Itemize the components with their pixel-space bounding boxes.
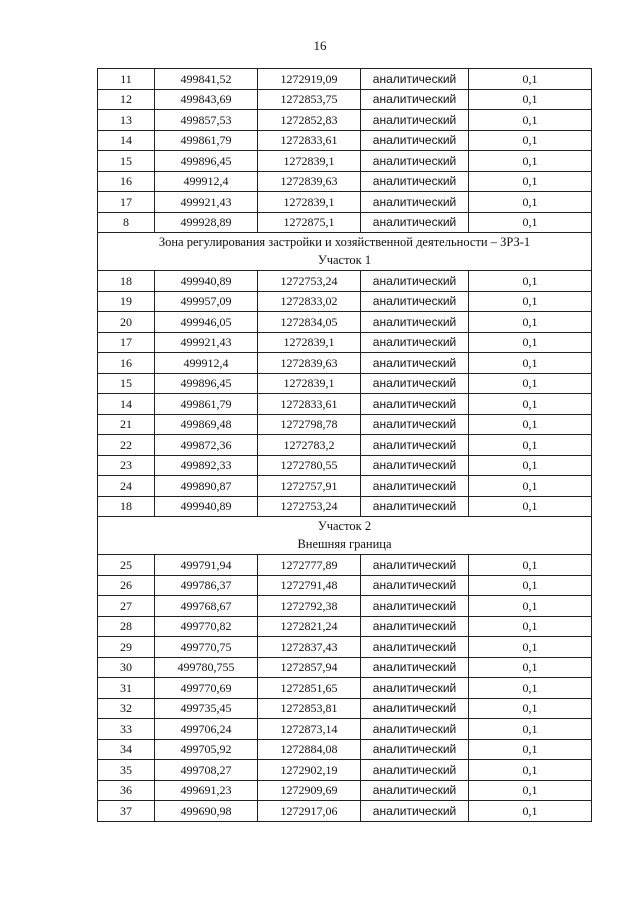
point-number-cell: 21 (98, 414, 155, 435)
accuracy-cell: 0,1 (469, 312, 592, 333)
y-coordinate-cell: 1272851,65 (258, 678, 361, 699)
table-row (98, 801, 592, 822)
x-coordinate-cell: 499841,52 (155, 69, 258, 90)
section-header-row (98, 517, 592, 555)
x-coordinate-cell: 499872,36 (155, 435, 258, 456)
table-row (98, 110, 592, 131)
table-row (98, 212, 592, 233)
table-row (98, 89, 592, 110)
accuracy-cell: 0,1 (469, 719, 592, 740)
point-number-cell: 11 (98, 69, 155, 90)
point-number-cell: 29 (98, 637, 155, 658)
y-coordinate-cell: 1272777,89 (258, 555, 361, 576)
point-number-cell: 31 (98, 678, 155, 699)
point-number-cell: 16 (98, 171, 155, 192)
y-coordinate-cell: 1272853,75 (258, 89, 361, 110)
y-coordinate-cell: 1272909,69 (258, 780, 361, 801)
accuracy-cell: 0,1 (469, 555, 592, 576)
y-coordinate-cell: 1272833,61 (258, 130, 361, 151)
section-header-row (98, 233, 592, 271)
y-coordinate-cell: 1272753,24 (258, 496, 361, 517)
x-coordinate-cell: 499843,69 (155, 89, 258, 110)
method-cell: аналитический (361, 192, 469, 213)
table-row (98, 637, 592, 658)
x-coordinate-cell: 499770,69 (155, 678, 258, 699)
y-coordinate-cell: 1272839,1 (258, 192, 361, 213)
method-cell: аналитический (361, 130, 469, 151)
x-coordinate-cell: 499770,75 (155, 637, 258, 658)
section-header-cell (98, 517, 592, 555)
accuracy-cell: 0,1 (469, 596, 592, 617)
y-coordinate-cell: 1272839,63 (258, 353, 361, 374)
accuracy-cell: 0,1 (469, 110, 592, 131)
table-row (98, 435, 592, 456)
method-cell: аналитический (361, 555, 469, 576)
table-row (98, 69, 592, 90)
accuracy-cell: 0,1 (469, 130, 592, 151)
table-row (98, 555, 592, 576)
y-coordinate-cell: 1272852,83 (258, 110, 361, 131)
y-coordinate-cell: 1272783,2 (258, 435, 361, 456)
x-coordinate-cell: 499857,53 (155, 110, 258, 131)
method-cell: аналитический (361, 110, 469, 131)
accuracy-cell: 0,1 (469, 476, 592, 497)
accuracy-cell: 0,1 (469, 414, 592, 435)
y-coordinate-cell: 1272873,14 (258, 719, 361, 740)
accuracy-cell: 0,1 (469, 212, 592, 233)
table-row (98, 476, 592, 497)
method-cell: аналитический (361, 719, 469, 740)
y-coordinate-cell: 1272853,81 (258, 698, 361, 719)
method-cell: аналитический (361, 455, 469, 476)
method-cell: аналитический (361, 89, 469, 110)
x-coordinate-cell: 499706,24 (155, 719, 258, 740)
section-title-line: Внешняя граница (297, 536, 392, 551)
point-number-cell: 19 (98, 291, 155, 312)
point-number-cell: 33 (98, 719, 155, 740)
method-cell: аналитический (361, 739, 469, 760)
table-row (98, 414, 592, 435)
x-coordinate-cell: 499861,79 (155, 130, 258, 151)
point-number-cell: 30 (98, 657, 155, 678)
table-row (98, 373, 592, 394)
table-row (98, 657, 592, 678)
method-cell: аналитический (361, 657, 469, 678)
x-coordinate-cell: 499946,05 (155, 312, 258, 333)
method-cell: аналитический (361, 414, 469, 435)
point-number-cell: 18 (98, 271, 155, 292)
accuracy-cell: 0,1 (469, 271, 592, 292)
point-number-cell: 12 (98, 89, 155, 110)
y-coordinate-cell: 1272833,02 (258, 291, 361, 312)
method-cell: аналитический (361, 394, 469, 415)
y-coordinate-cell: 1272884,08 (258, 739, 361, 760)
method-cell: аналитический (361, 575, 469, 596)
method-cell: аналитический (361, 616, 469, 637)
y-coordinate-cell: 1272798,78 (258, 414, 361, 435)
x-coordinate-cell: 499921,43 (155, 192, 258, 213)
x-coordinate-cell: 499896,45 (155, 151, 258, 172)
table-row (98, 151, 592, 172)
x-coordinate-cell: 499940,89 (155, 271, 258, 292)
table-row (98, 780, 592, 801)
point-number-cell: 35 (98, 760, 155, 781)
x-coordinate-cell: 499780,755 (155, 657, 258, 678)
point-number-cell: 24 (98, 476, 155, 497)
method-cell: аналитический (361, 801, 469, 822)
coordinates-table (97, 68, 592, 822)
accuracy-cell: 0,1 (469, 69, 592, 90)
x-coordinate-cell: 499705,92 (155, 739, 258, 760)
coordinates-table-body (98, 69, 592, 822)
table-row (98, 719, 592, 740)
table-row (98, 130, 592, 151)
point-number-cell: 15 (98, 373, 155, 394)
accuracy-cell: 0,1 (469, 637, 592, 658)
point-number-cell: 14 (98, 130, 155, 151)
point-number-cell: 14 (98, 394, 155, 415)
point-number-cell: 18 (98, 496, 155, 517)
x-coordinate-cell: 499912,4 (155, 353, 258, 374)
method-cell: аналитический (361, 353, 469, 374)
method-cell: аналитический (361, 780, 469, 801)
table-row (98, 291, 592, 312)
section-header-cell (98, 233, 592, 271)
x-coordinate-cell: 499869,48 (155, 414, 258, 435)
table-row (98, 698, 592, 719)
method-cell: аналитический (361, 212, 469, 233)
accuracy-cell: 0,1 (469, 760, 592, 781)
point-number-cell: 13 (98, 110, 155, 131)
y-coordinate-cell: 1272919,09 (258, 69, 361, 90)
x-coordinate-cell: 499708,27 (155, 760, 258, 781)
y-coordinate-cell: 1272791,48 (258, 575, 361, 596)
point-number-cell: 26 (98, 575, 155, 596)
method-cell: аналитический (361, 271, 469, 292)
y-coordinate-cell: 1272875,1 (258, 212, 361, 233)
table-row (98, 616, 592, 637)
y-coordinate-cell: 1272780,55 (258, 455, 361, 476)
accuracy-cell: 0,1 (469, 171, 592, 192)
x-coordinate-cell: 499892,33 (155, 455, 258, 476)
point-number-cell: 28 (98, 616, 155, 637)
point-number-cell: 32 (98, 698, 155, 719)
method-cell: аналитический (361, 596, 469, 617)
point-number-cell: 37 (98, 801, 155, 822)
table-row (98, 496, 592, 517)
table-row (98, 760, 592, 781)
point-number-cell: 34 (98, 739, 155, 760)
y-coordinate-cell: 1272839,63 (258, 171, 361, 192)
x-coordinate-cell: 499921,43 (155, 332, 258, 353)
accuracy-cell: 0,1 (469, 373, 592, 394)
accuracy-cell: 0,1 (469, 780, 592, 801)
method-cell: аналитический (361, 637, 469, 658)
point-number-cell: 17 (98, 192, 155, 213)
table-row (98, 739, 592, 760)
y-coordinate-cell: 1272792,38 (258, 596, 361, 617)
accuracy-cell: 0,1 (469, 575, 592, 596)
method-cell: аналитический (361, 291, 469, 312)
method-cell: аналитический (361, 171, 469, 192)
accuracy-cell: 0,1 (469, 455, 592, 476)
x-coordinate-cell: 499896,45 (155, 373, 258, 394)
accuracy-cell: 0,1 (469, 151, 592, 172)
page-number: 16 (313, 38, 327, 53)
table-row (98, 312, 592, 333)
x-coordinate-cell: 499928,89 (155, 212, 258, 233)
table-row (98, 271, 592, 292)
y-coordinate-cell: 1272902,19 (258, 760, 361, 781)
y-coordinate-cell: 1272833,61 (258, 394, 361, 415)
point-number-cell: 15 (98, 151, 155, 172)
x-coordinate-cell: 499735,45 (155, 698, 258, 719)
table-row (98, 192, 592, 213)
method-cell: аналитический (361, 312, 469, 333)
x-coordinate-cell: 499770,82 (155, 616, 258, 637)
x-coordinate-cell: 499890,87 (155, 476, 258, 497)
accuracy-cell: 0,1 (469, 332, 592, 353)
table-row (98, 332, 592, 353)
method-cell: аналитический (361, 69, 469, 90)
method-cell: аналитический (361, 496, 469, 517)
x-coordinate-cell: 499957,09 (155, 291, 258, 312)
y-coordinate-cell: 1272753,24 (258, 271, 361, 292)
section-title-line: Зона регулирования застройки и хозяйственной деятельности – ЗРЗ-1 (158, 235, 531, 249)
y-coordinate-cell: 1272857,94 (258, 657, 361, 678)
point-number-cell: 20 (98, 312, 155, 333)
y-coordinate-cell: 1272837,43 (258, 637, 361, 658)
y-coordinate-cell: 1272917,06 (258, 801, 361, 822)
y-coordinate-cell: 1272757,91 (258, 476, 361, 497)
y-coordinate-cell: 1272839,1 (258, 151, 361, 172)
accuracy-cell: 0,1 (469, 739, 592, 760)
method-cell: аналитический (361, 435, 469, 456)
point-number-cell: 23 (98, 455, 155, 476)
y-coordinate-cell: 1272834,05 (258, 312, 361, 333)
accuracy-cell: 0,1 (469, 89, 592, 110)
accuracy-cell: 0,1 (469, 678, 592, 699)
table-row (98, 455, 592, 476)
table-row (98, 394, 592, 415)
point-number-cell: 17 (98, 332, 155, 353)
method-cell: аналитический (361, 151, 469, 172)
x-coordinate-cell: 499861,79 (155, 394, 258, 415)
point-number-cell: 22 (98, 435, 155, 456)
table-row (98, 575, 592, 596)
accuracy-cell: 0,1 (469, 353, 592, 374)
method-cell: аналитический (361, 678, 469, 699)
x-coordinate-cell: 499791,94 (155, 555, 258, 576)
point-number-cell: 27 (98, 596, 155, 617)
table-row (98, 353, 592, 374)
accuracy-cell: 0,1 (469, 616, 592, 637)
x-coordinate-cell: 499691,23 (155, 780, 258, 801)
section-title-line: Участок 2 (317, 519, 372, 533)
y-coordinate-cell: 1272839,1 (258, 332, 361, 353)
y-coordinate-cell: 1272821,24 (258, 616, 361, 637)
method-cell: аналитический (361, 476, 469, 497)
method-cell: аналитический (361, 373, 469, 394)
method-cell: аналитический (361, 760, 469, 781)
point-number-cell: 8 (98, 212, 155, 233)
point-number-cell: 36 (98, 780, 155, 801)
x-coordinate-cell: 499768,67 (155, 596, 258, 617)
accuracy-cell: 0,1 (469, 496, 592, 517)
x-coordinate-cell: 499912,4 (155, 171, 258, 192)
section-title-line: Участок 1 (317, 252, 372, 267)
table-row (98, 678, 592, 699)
method-cell: аналитический (361, 332, 469, 353)
accuracy-cell: 0,1 (469, 801, 592, 822)
method-cell: аналитический (361, 698, 469, 719)
accuracy-cell: 0,1 (469, 435, 592, 456)
accuracy-cell: 0,1 (469, 698, 592, 719)
point-number-cell: 25 (98, 555, 155, 576)
table-row (98, 171, 592, 192)
y-coordinate-cell: 1272839,1 (258, 373, 361, 394)
x-coordinate-cell: 499690,98 (155, 801, 258, 822)
x-coordinate-cell: 499786,37 (155, 575, 258, 596)
point-number-cell: 16 (98, 353, 155, 374)
table-row (98, 596, 592, 617)
accuracy-cell: 0,1 (469, 657, 592, 678)
accuracy-cell: 0,1 (469, 291, 592, 312)
accuracy-cell: 0,1 (469, 192, 592, 213)
x-coordinate-cell: 499940,89 (155, 496, 258, 517)
accuracy-cell: 0,1 (469, 394, 592, 415)
